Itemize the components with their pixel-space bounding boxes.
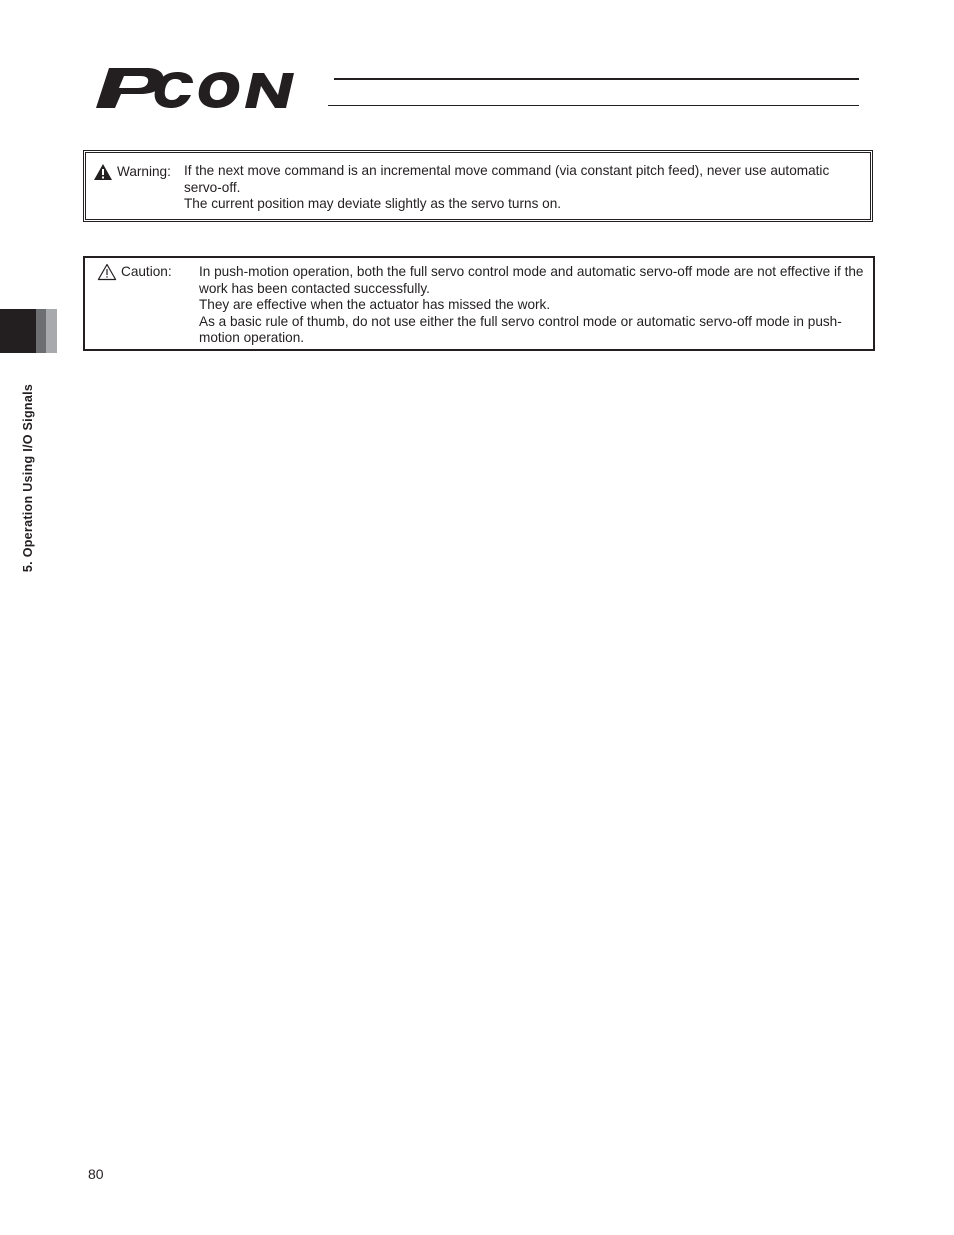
caution-label: Caution: bbox=[121, 263, 172, 279]
caution-paragraph: They are effective when the actuator has missed the work. bbox=[199, 297, 551, 312]
caution-heading bbox=[97, 263, 172, 281]
caution-paragraph: As a basic rule of thumb, do not use either the full servo control mode or automatic servo-off mode in push-motion operation. bbox=[199, 313, 842, 345]
header-rule-thick bbox=[334, 78, 859, 80]
warning-notice bbox=[83, 150, 873, 222]
page-number: 80 bbox=[88, 1166, 104, 1182]
caution-notice bbox=[83, 256, 875, 351]
chapter-tab-mid bbox=[36, 309, 46, 353]
chapter-tab-dark bbox=[0, 309, 36, 353]
chapter-label-text: 5. Operation Using I/O Signals bbox=[21, 383, 35, 573]
caution-outline-triangle-icon bbox=[97, 263, 117, 281]
warning-filled-triangle-icon bbox=[93, 163, 113, 181]
caution-body bbox=[199, 264, 865, 347]
chapter-tab-light bbox=[46, 309, 57, 353]
warning-heading bbox=[93, 163, 171, 181]
warning-label: Warning: bbox=[117, 163, 171, 179]
header-rule-thin bbox=[328, 105, 859, 106]
warning-body bbox=[184, 163, 864, 213]
warning-paragraph: The current position may deviate slightly as the servo turns on. bbox=[184, 196, 562, 211]
caution-paragraph: In push-motion operation, both the full servo control mode and automatic servo-off mode are not effective if the work has been contacted successfully. bbox=[199, 264, 864, 296]
pcon-logo bbox=[95, 64, 335, 110]
warning-paragraph: If the next move command is an incremental move command (via constant pitch feed), never use automatic servo-off. bbox=[184, 163, 830, 195]
